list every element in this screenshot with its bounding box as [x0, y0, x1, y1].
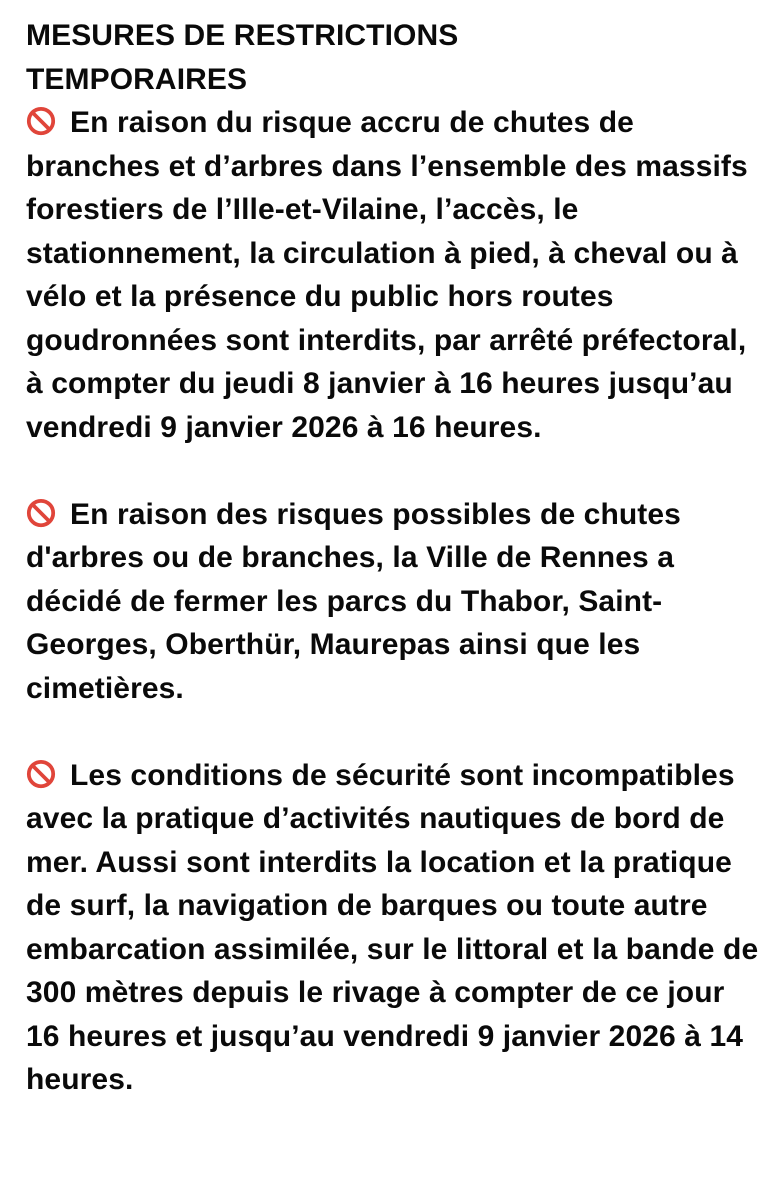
restriction-text-forests: En raison du risque accru de chutes de branches et d’arbres dans l’ensemble des massifs forestiers de l’Ille-et-Vilaine, l’accès, le stationnement, la circulation à pied, à cheval ou à vélo et la présence du public hors routes goudronnées sont interdits, par arrêté préfectoral, à compter du jeudi 8 janvier à 16 heures jusqu’au vendredi 9 janvier 2026 à 16 heures.: [26, 106, 748, 444]
restriction-paragraph-forests: [26, 101, 761, 449]
restriction-text-nautical: Les conditions de sécurité sont incompatibles avec la pratique d’activités nautiques de bord de mer. Aussi sont interdits la location et la pratique de surf, la navigation de barques ou toute autre embarcation assimilée, sur le littoral et la bande de 300 mètres depuis le rivage à compter de ce jour 16 heures et jusqu’au vendredi 9 janvier 2026 à 14 heures.: [26, 758, 759, 1096]
restriction-text-parks: En raison des risques possibles de chutes d'arbres ou de branches, la Ville de Rennes a décidé de fermer les parcs du Thabor, Saint-Georges, Oberthür, Maurepas ainsi que les cimetières.: [26, 497, 681, 705]
no-entry-icon: [26, 106, 56, 136]
paragraph-spacer: [26, 449, 761, 493]
document-title: MESURES DE RESTRICTIONS TEMPORAIRES: [26, 19, 459, 96]
restriction-paragraph-nautical: [26, 754, 761, 1102]
restriction-paragraph-parks: [26, 493, 761, 711]
no-entry-icon: [26, 498, 56, 528]
paragraph-spacer: [26, 710, 761, 754]
document-body: [26, 14, 761, 1102]
no-entry-icon: [26, 759, 56, 789]
